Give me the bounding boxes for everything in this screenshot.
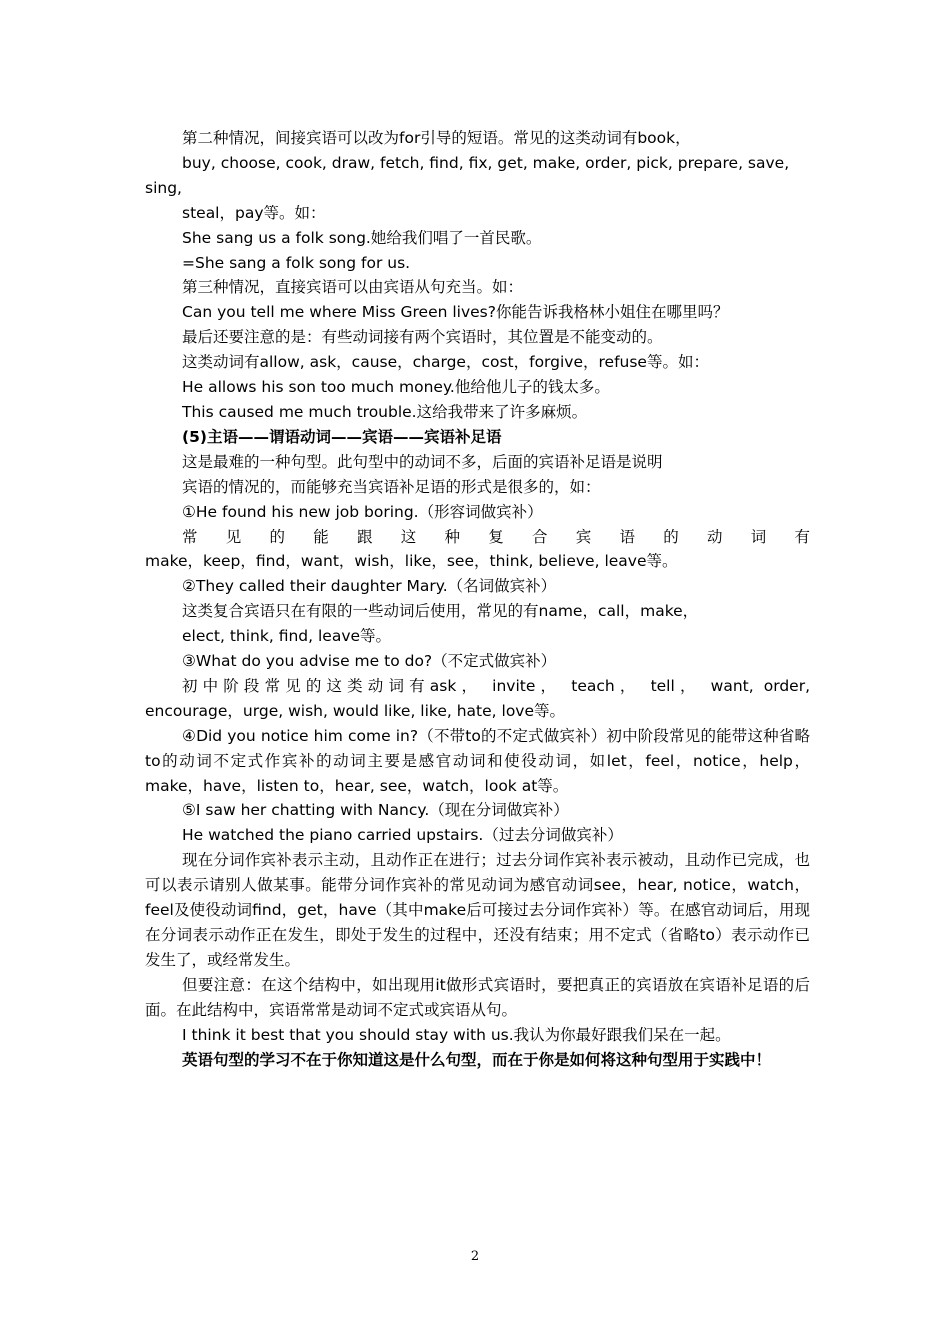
section-heading: (5)主语——谓语动词——宾语——宾语补足语 bbox=[182, 427, 502, 446]
example-sentence: =She sang a folk song for us. bbox=[182, 253, 411, 272]
paragraph: 最后还要注意的是：有些动词接有两个宾语时，其位置是不能变动的。 bbox=[182, 328, 663, 347]
document-body bbox=[145, 126, 810, 1072]
paragraph: 这类复合宾语只在有限的一些动词后使用，常见的有name，call，make， bbox=[182, 602, 699, 621]
example-sentence: This caused me much trouble.这给我带来了许多麻烦。 bbox=[182, 402, 588, 421]
paragraph: 但要注意：在这个结构中，如出现用it做形式宾语时，要把真正的宾语放在宾语补足语的后面。在此结构中，宾语常常是动词不定式或宾语从句。 bbox=[145, 975, 810, 1019]
example-sentence: ⑤I saw her chatting with Nancy.（现在分词做宾补） bbox=[182, 801, 569, 820]
paragraph: 初中阶段常见的这类动词有ask， invite， teach， tell， want, order, bbox=[182, 676, 810, 695]
paragraph: encourage，urge, wish, would like, like, hate, love等。 bbox=[145, 701, 566, 720]
paragraph: 第三种情况，直接宾语可以由宾语从句充当。如： bbox=[182, 278, 524, 297]
paragraph: 常见的能跟这种复合宾语的动词有 bbox=[182, 527, 810, 546]
paragraph: steal，pay等。如： bbox=[182, 203, 326, 222]
paragraph: 这类动词有allow, ask，cause，charge，cost，forgive，refuse等。如： bbox=[182, 353, 709, 372]
example-sentence: ②They called their daughter Mary.（名词做宾补） bbox=[182, 577, 557, 596]
paragraph: elect, think, find, leave等。 bbox=[182, 627, 392, 646]
example-sentence: He watched the piano carried upstairs.（过去分词做宾补） bbox=[182, 826, 623, 845]
page-number: 2 bbox=[470, 1249, 480, 1264]
paragraph: 这是最难的一种句型。此句型中的动词不多，后面的宾语补足语是说明 bbox=[182, 452, 663, 471]
example-sentence: ①He found his new job boring.（形容词做宾补） bbox=[182, 502, 543, 521]
paragraph: ④Did you notice him come in?（不带to的不定式做宾补）初中阶段常见的能带这种省略to的动词不定式作宾补的动词主要是感官动词和使役动词，如let，feel，notice，help，make，have，listen to，hear, see，watch，look at等。 bbox=[145, 726, 810, 795]
paragraph: 第二种情况，间接宾语可以改为for引导的短语。常见的这类动词有book， bbox=[182, 129, 691, 147]
example-sentence: ③What do you advise me to do?（不定式做宾补） bbox=[182, 652, 557, 671]
example-sentence: I think it best that you should stay with us.我认为你最好跟我们呆在一起。 bbox=[182, 1025, 731, 1044]
paragraph: make，keep，find，want，wish，like，see，think, believe, leave等。 bbox=[145, 552, 678, 571]
example-sentence: He allows his son too much money.他给他儿子的钱太多。 bbox=[182, 378, 610, 397]
paragraph: 宾语的情况的，而能够充当宾语补足语的形式是很多的，如： bbox=[182, 477, 601, 496]
paragraph: 现在分词作宾补表示主动，且动作正在进行；过去分词作宾补表示被动，且动作已完成，也可以表示请别人做某事。能带分词作宾补的常见动词为感官动词see，hear, notice，watch，feel及使役动词find，get，have（其中make后可接过去分词作宾补）等。在感官动词后，用现在分词表示动作正在发生，即处于发生的过程中，还没有结束；用不定式（省略to）表示动作已发生了，或经常发生。 bbox=[145, 851, 810, 969]
paragraph: buy, choose, cook, draw, fetch, find, fix, get, make, order, pick, prepare, save, sing, bbox=[145, 153, 790, 197]
closing-remark: 英语句型的学习不在于你知道这是什么句型，而在于你是如何将这种句型用于实践中！ bbox=[182, 1050, 772, 1069]
example-sentence: Can you tell me where Miss Green lives?你能告诉我格林小姐住在哪里吗？ bbox=[182, 303, 729, 322]
example-sentence: She sang us a folk song.她给我们唱了一首民歌。 bbox=[182, 228, 542, 247]
